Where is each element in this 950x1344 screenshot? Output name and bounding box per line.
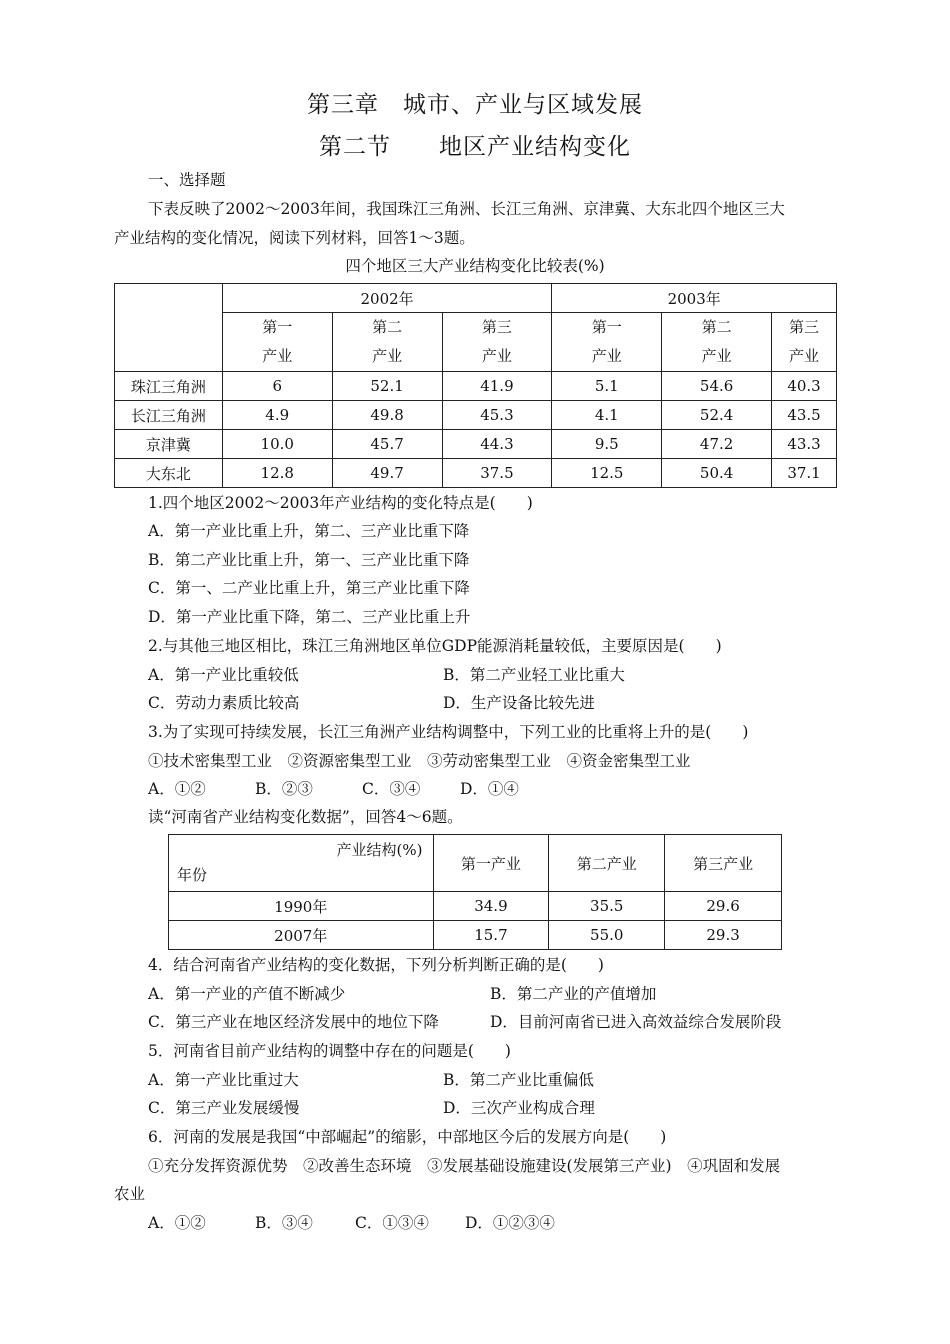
region-cell: 珠江三角洲 [115, 372, 223, 401]
value-cell: 50.4 [662, 459, 772, 488]
value-cell: 4.9 [222, 401, 332, 430]
intro-henan: 读“河南省产业结构变化数据”，回答4～6题。 [148, 808, 463, 826]
question-4-option-b: B．第二产业的产值增加 [490, 985, 657, 1003]
corner-label-structure: 产业结构(%) [336, 841, 423, 859]
region-cell: 京津冀 [115, 430, 223, 459]
value-cell: 49.7 [332, 459, 442, 488]
question-2-stem: 2.与其他三地区相比，珠江三角洲地区单位GDP能源消耗量较低，主要原因是( ) [148, 637, 722, 655]
value-cell: 12.8 [222, 459, 332, 488]
value-cell: 43.3 [772, 430, 837, 459]
year-header-2003: 2003年 [552, 284, 837, 313]
question-1-stem: 1.四个地区2002～2003年产业结构的变化特点是( ) [148, 494, 533, 512]
table1-corner-cell [115, 284, 223, 372]
table-row [169, 921, 782, 950]
question-2-option-a: A．第一产业比重较低 [148, 666, 299, 684]
year-cell: 1990年 [169, 892, 434, 921]
question-5-option-c: C．第三产业发展缓慢 [148, 1099, 300, 1117]
question-4-option-c: C．第三产业在地区经济发展中的地位下降 [148, 1013, 439, 1031]
question-4-option-d: D．目前河南省已进入高效益综合发展阶段 [490, 1013, 782, 1031]
region-cell: 大东北 [115, 459, 223, 488]
question-2-option-b: B．第二产业轻工业比重大 [443, 666, 625, 684]
question-3-option-a: A．①② [148, 780, 206, 798]
value-cell: 37.5 [442, 459, 552, 488]
value-cell: 43.5 [772, 401, 837, 430]
year-cell: 2007年 [169, 921, 434, 950]
question-1-option-c: C．第一、二产业比重上升，第三产业比重下降 [148, 579, 470, 597]
year-header-2002: 2002年 [222, 284, 552, 313]
question-5-option-d: D．三次产业构成合理 [443, 1099, 595, 1117]
value-cell: 44.3 [442, 430, 552, 459]
subheader-cell: 第三 产业 [772, 313, 837, 372]
value-cell: 29.3 [665, 921, 782, 950]
value-cell: 12.5 [552, 459, 662, 488]
subheader-cell: 第三 产业 [442, 313, 552, 372]
question-5-option-a: A．第一产业比重过大 [148, 1071, 299, 1089]
section-title: 第二节 地区产业结构变化 [319, 134, 631, 160]
question-6-stem: 6．河南的发展是我国“中部崛起”的缩影，中部地区今后的发展方向是( ) [148, 1128, 667, 1146]
value-cell: 55.0 [549, 921, 665, 950]
question-6-items-line-2: 农业 [114, 1185, 146, 1203]
value-cell: 47.2 [662, 430, 772, 459]
value-cell: 52.1 [332, 372, 442, 401]
value-cell: 52.4 [662, 401, 772, 430]
value-cell: 40.3 [772, 372, 837, 401]
question-2-option-d: D．生产设备比较先进 [443, 694, 595, 712]
question-3-stem: 3.为了实现可持续发展，长江三角洲产业结构调整中，下列工业的比重将上升的是( ) [148, 723, 749, 741]
question-1-option-b: B．第二产业比重上升，第一、三产业比重下降 [148, 551, 470, 569]
question-1-option-d: D．第一产业比重下降，第二、三产业比重上升 [148, 608, 471, 626]
table-row [115, 401, 837, 430]
table-row [115, 459, 837, 488]
value-cell: 45.3 [442, 401, 552, 430]
question-6-option-d: D．①②③④ [465, 1214, 555, 1232]
value-cell: 5.1 [552, 372, 662, 401]
corner-label-year: 年份 [177, 866, 208, 884]
value-cell: 10.0 [222, 430, 332, 459]
subheader-cell: 第一 产业 [222, 313, 332, 372]
question-6-option-a: A．①② [148, 1214, 206, 1232]
table-row [115, 430, 837, 459]
header-secondary: 第二产业 [549, 835, 665, 892]
value-cell: 37.1 [772, 459, 837, 488]
subheader-cell: 第一 产业 [552, 313, 662, 372]
question-4-option-a: A．第一产业的产值不断减少 [148, 985, 346, 1003]
question-4-stem: 4．结合河南省产业结构的变化数据，下列分析判断正确的是( ) [148, 956, 604, 974]
table2-corner-cell [169, 835, 434, 892]
table1-caption: 四个地区三大产业结构变化比较表(%) [345, 257, 605, 275]
header-tertiary: 第三产业 [665, 835, 782, 892]
table-row [169, 892, 782, 921]
industry-structure-table [114, 283, 837, 488]
value-cell: 41.9 [442, 372, 552, 401]
value-cell: 29.6 [665, 892, 782, 921]
value-cell: 54.6 [662, 372, 772, 401]
value-cell: 49.8 [332, 401, 442, 430]
subheader-cell: 第二 产业 [662, 313, 772, 372]
question-6-option-b: B．③④ [255, 1214, 313, 1232]
value-cell: 9.5 [552, 430, 662, 459]
table-row [115, 372, 837, 401]
value-cell: 6 [222, 372, 332, 401]
intro-line-2: 产业结构的变化情况，阅读下列材料，回答1～3题。 [114, 229, 475, 247]
henan-structure-table [168, 834, 782, 950]
intro-line-1: 下表反映了2002～2003年间，我国珠江三角洲、长江三角洲、京津冀、大东北四个地区三大 [148, 200, 785, 218]
header-primary: 第一产业 [433, 835, 549, 892]
question-6-items-line-1: ①充分发挥资源优势 ②改善生态环境 ③发展基础设施建设(发展第三产业) ④巩固和发展 [148, 1157, 781, 1175]
region-cell: 长江三角洲 [115, 401, 223, 430]
value-cell: 35.5 [549, 892, 665, 921]
value-cell: 15.7 [433, 921, 549, 950]
value-cell: 4.1 [552, 401, 662, 430]
question-6-option-c: C．①③④ [355, 1214, 429, 1232]
question-2-option-c: C．劳动力素质比较高 [148, 694, 300, 712]
chapter-title: 第三章 城市、产业与区域发展 [307, 92, 643, 118]
question-3-option-b: B．②③ [255, 780, 313, 798]
question-3-items: ①技术密集型工业 ②资源密集型工业 ③劳动密集型工业 ④资金密集型工业 [148, 752, 691, 770]
question-1-option-a: A．第一产业比重上升，第二、三产业比重下降 [148, 522, 470, 540]
question-3-option-d: D．①④ [460, 780, 519, 798]
value-cell: 34.9 [433, 892, 549, 921]
question-3-option-c: C．③④ [362, 780, 421, 798]
question-5-option-b: B．第二产业比重偏低 [443, 1071, 594, 1089]
question-5-stem: 5．河南省目前产业结构的调整中存在的问题是( ) [148, 1042, 511, 1060]
part-heading: 一、选择题 [148, 171, 226, 189]
value-cell: 45.7 [332, 430, 442, 459]
subheader-cell: 第二 产业 [332, 313, 442, 372]
